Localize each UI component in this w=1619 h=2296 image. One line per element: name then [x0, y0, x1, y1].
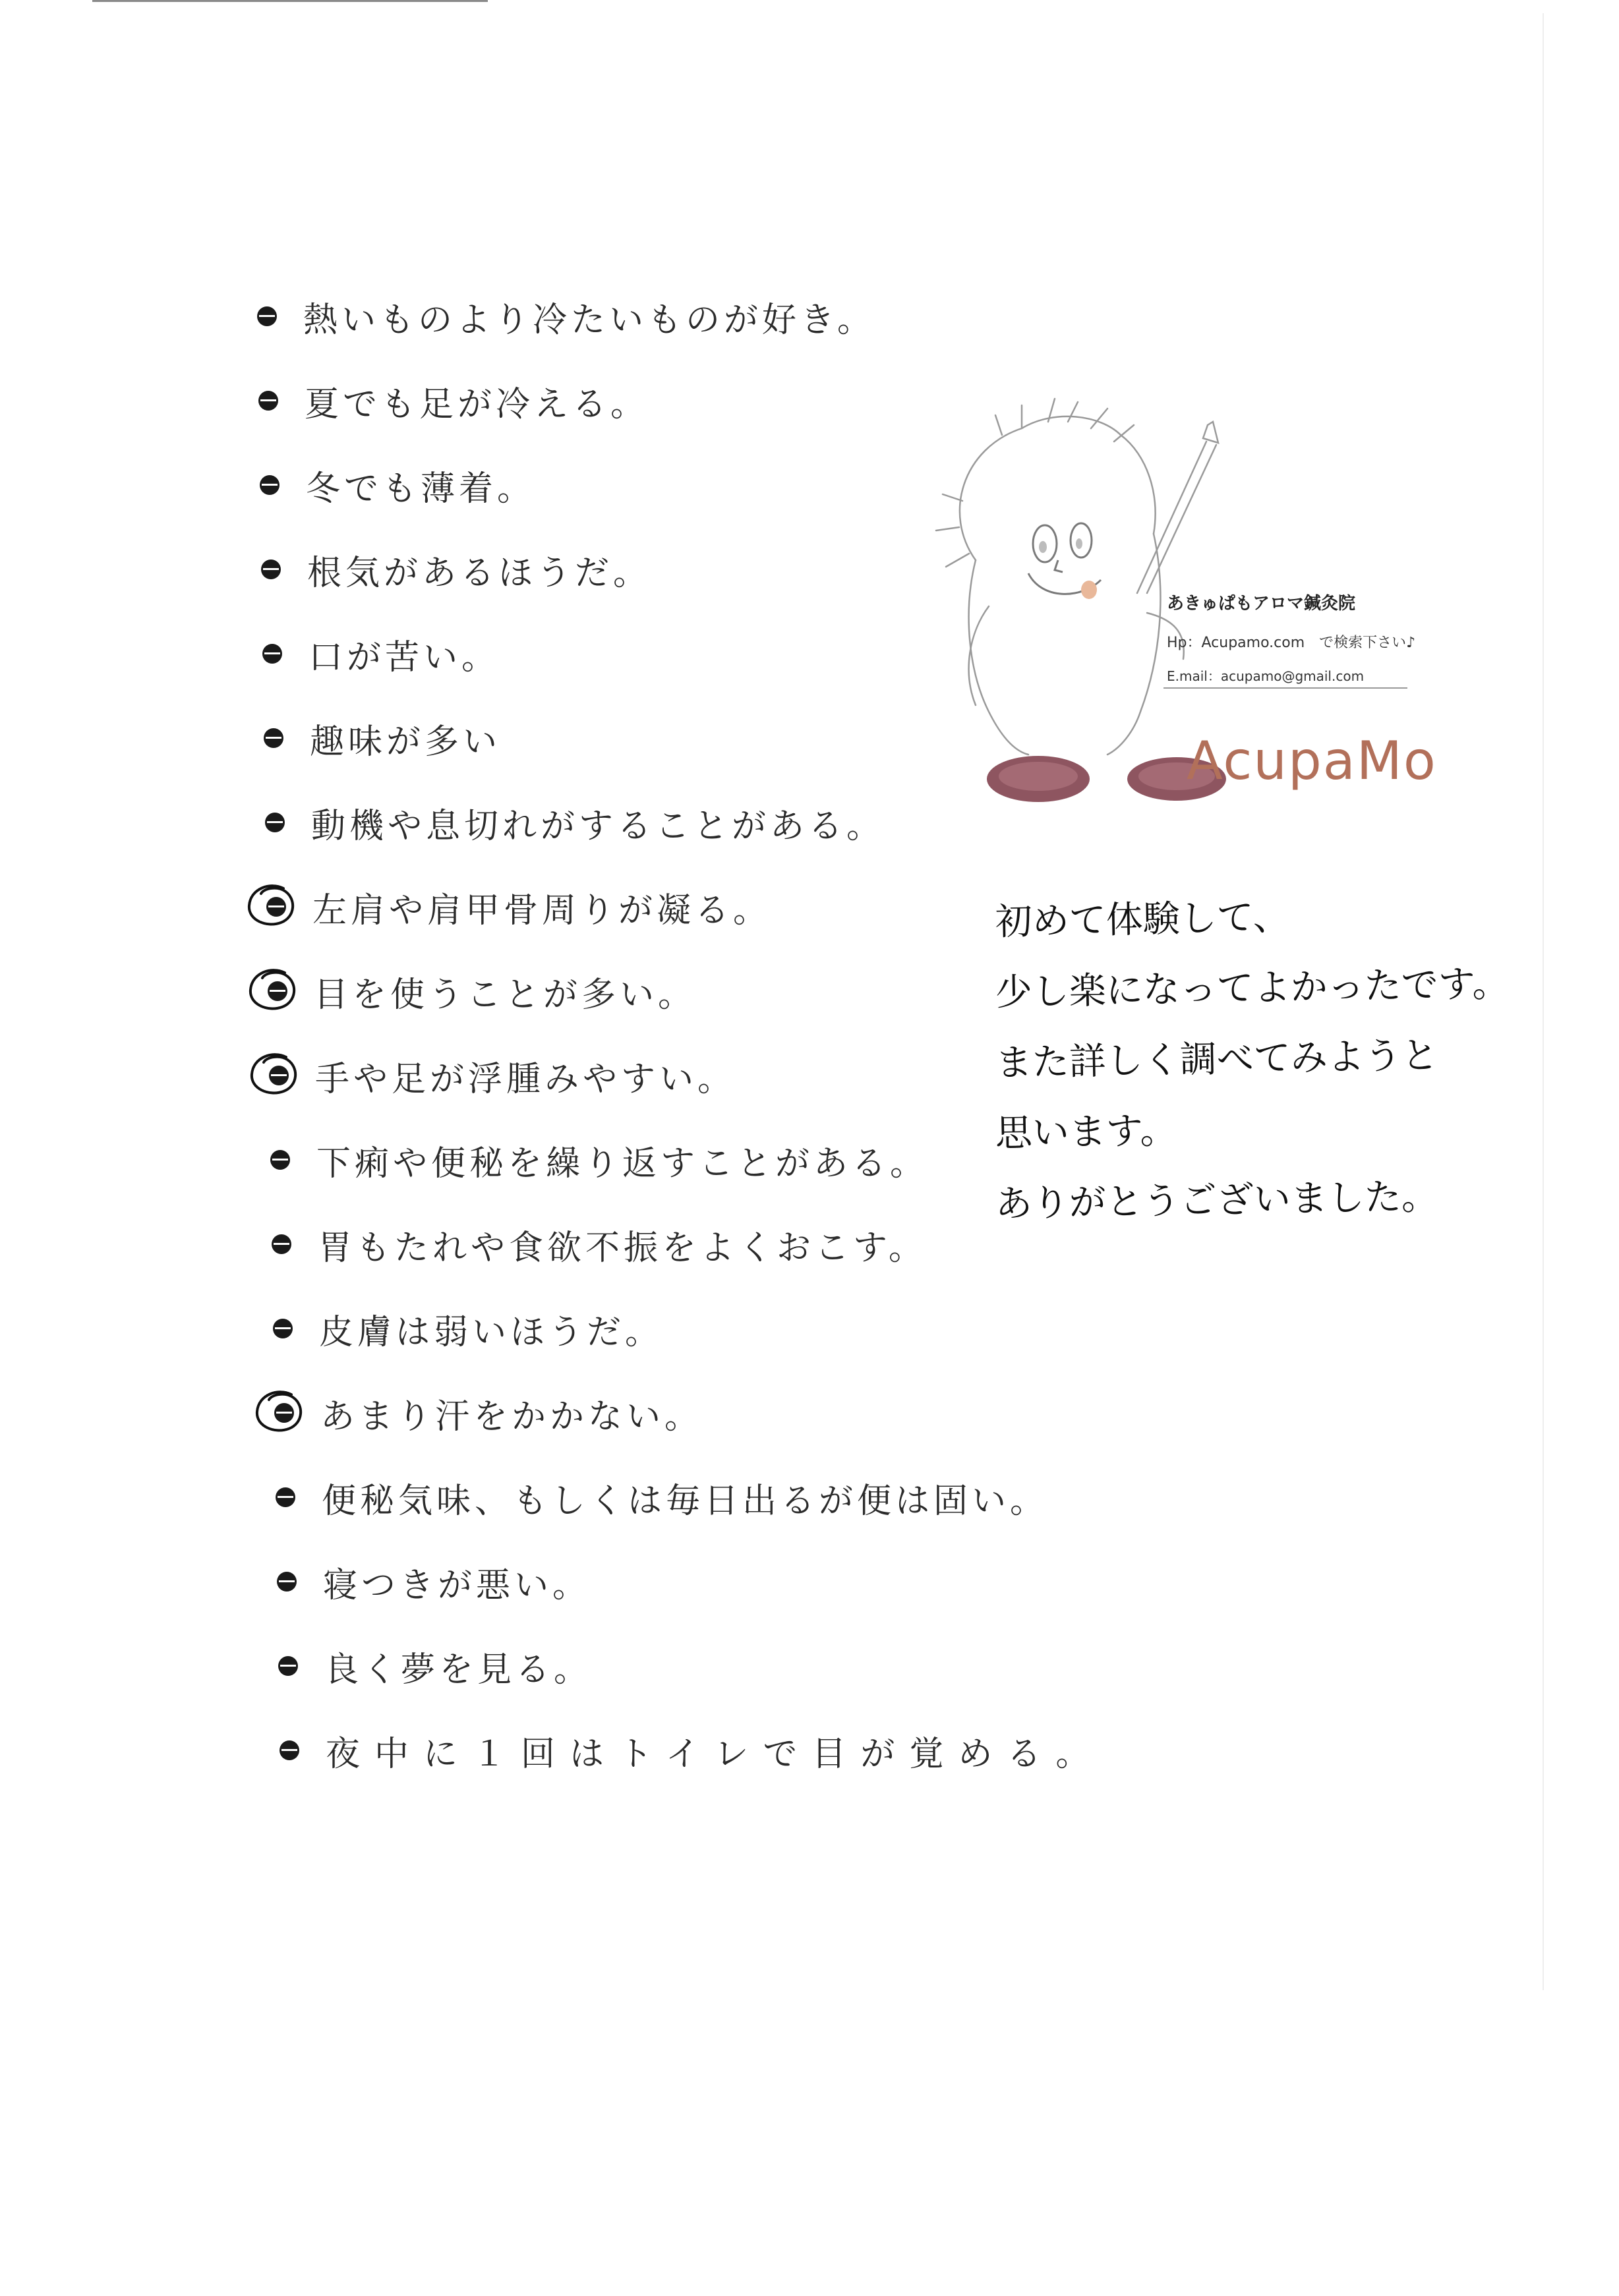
checklist-item [272, 1211, 927, 1277]
checklist-item [280, 1717, 1104, 1783]
scan-right-edge [1543, 13, 1544, 1990]
bullet-icon [261, 560, 281, 579]
shop-name: あきゅぱもアロマ鍼灸院 [1167, 594, 1356, 614]
bullet-icon [260, 475, 280, 495]
bullet-icon [269, 1066, 289, 1085]
shop-email: E.mail：acupamo@gmail.com [1167, 668, 1365, 684]
bullet-icon [258, 391, 278, 411]
checklist-item-text: 口が苦い。 [309, 637, 500, 677]
checklist-item [258, 368, 649, 434]
stamp-divider [1163, 687, 1407, 689]
brand-logo-text: AcupaMo [1187, 730, 1437, 791]
checklist-item [277, 1549, 591, 1615]
note-line: ありがとうございました。 [995, 1175, 1439, 1226]
note-line: 初めて体験して、 [995, 896, 1291, 944]
checklist-item [260, 452, 535, 518]
checklist-item [273, 1296, 663, 1362]
checklist-item [274, 1380, 703, 1446]
bullet-icon [257, 306, 277, 326]
bullet-icon [266, 897, 286, 917]
bullet-icon [280, 1740, 299, 1760]
bullet-icon [264, 728, 283, 748]
checklist-item-text: 夜中に１回はトイレで目が覚める。 [326, 1734, 1105, 1774]
scan-top-rule [92, 0, 488, 2]
bullet-icon [277, 1572, 297, 1592]
bullet-icon [272, 1234, 291, 1254]
checklist-item-text: 動機や息切れがすることがある。 [311, 806, 885, 846]
checklist-item-text: 下痢や便秘を繰り返すことがある。 [316, 1143, 929, 1184]
checklist-item-text: 根気があるほうだ。 [307, 553, 652, 593]
checklist-item-text: 目を使うことが多い。 [314, 975, 697, 1015]
bullet-icon [278, 1656, 298, 1676]
checklist-item-text: あまり汗をかかない。 [320, 1396, 703, 1437]
shop-website: Hp：Acupamo.com で検索下さい♪ [1167, 635, 1416, 651]
checklist-item [268, 958, 696, 1024]
checklist-item [270, 1127, 928, 1193]
checklist-item-text: 良く夢を見る。 [324, 1650, 593, 1690]
checklist-item-text: 便秘気味、もしくは毎日出るが便は固い。 [322, 1481, 1049, 1521]
bullet-icon [276, 1487, 295, 1507]
checklist-item [278, 1633, 592, 1699]
note-line: また詳しく調べてみようと [995, 1034, 1439, 1085]
bullet-icon [274, 1403, 294, 1423]
checklist-item-text: 寝つきが悪い。 [323, 1565, 591, 1605]
checklist-item-text: 夏でも足が冷える。 [305, 384, 649, 424]
bullet-icon [262, 644, 282, 664]
checklist-item-text: 胃もたれや食欲不振をよくおこす。 [318, 1228, 927, 1268]
bullet-icon [268, 981, 287, 1001]
bullet-icon [265, 813, 285, 832]
bullet-icon [273, 1319, 293, 1338]
checklist-item [257, 283, 875, 349]
handwritten-note [995, 893, 1536, 1246]
checklist-item-text: 皮膚は弱いほうだ。 [319, 1312, 664, 1352]
checklist-item-text: 左肩や肩甲骨周りが凝る。 [312, 890, 772, 931]
note-line: 思います。 [995, 1109, 1177, 1155]
checklist-item [276, 1464, 1048, 1530]
checklist-item [265, 789, 885, 855]
checklist-item [261, 536, 651, 602]
checklist-item-text: 手や足が浮腫みやすい。 [315, 1059, 736, 1099]
checklist-item [269, 1043, 736, 1108]
checklist-item-text: 熱いものより冷たいものが好き。 [303, 300, 875, 340]
checklist-item-text: 冬でも薄着。 [306, 469, 536, 509]
checklist-item [266, 874, 771, 940]
checklist-item [262, 621, 500, 687]
checklist-item-text: 趣味が多い [310, 722, 502, 762]
note-line: 少し楽になってよかったです。 [995, 962, 1510, 1014]
checklist-item [264, 705, 501, 771]
bullet-icon [270, 1150, 290, 1170]
